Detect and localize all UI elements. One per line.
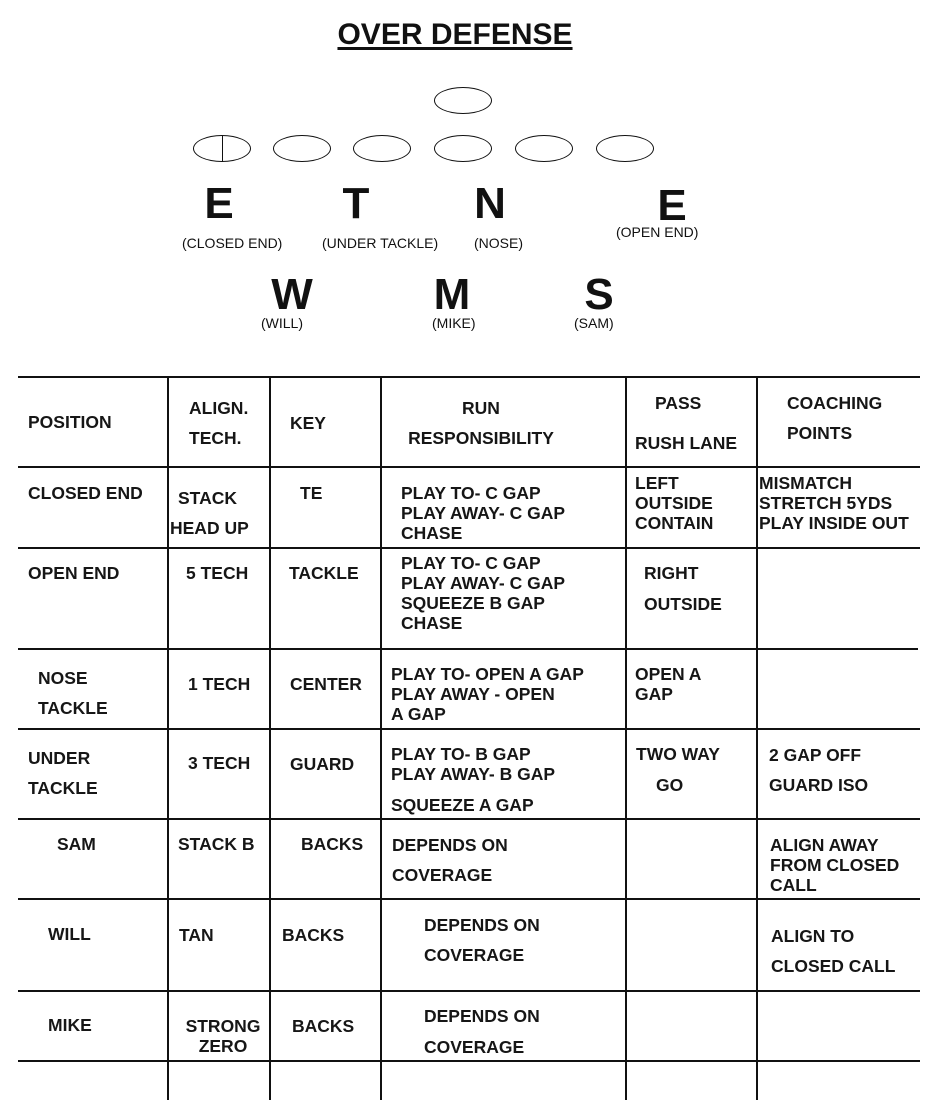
row-divider: [18, 728, 920, 730]
offense-player-icon: [596, 135, 654, 162]
center-lineman-icon: [193, 135, 251, 162]
row-closed-end-align: STACK HEAD UP: [170, 488, 249, 538]
row-divider: [18, 466, 920, 468]
offense-player-icon: [434, 135, 492, 162]
row-closed-end-position: CLOSED END: [28, 483, 143, 503]
header-points: POINTS: [787, 423, 853, 443]
row-under-tackle-position: UNDER TACKLE: [28, 748, 98, 798]
header-pass: PASS: [655, 393, 702, 413]
row-mike-run-top: DEPENDS ON: [424, 1006, 540, 1026]
row-under-tackle-pass-top: TWO WAY: [636, 744, 720, 764]
row-closed-end-pass: LEFT OUTSIDE CONTAIN: [635, 473, 714, 533]
open-end-label: (OPEN END): [616, 224, 699, 240]
row-closed-end-run: PLAY TO- C GAP PLAY AWAY- C GAP CHASE: [401, 483, 566, 543]
row-divider: [18, 547, 920, 549]
mike-label: (MIKE): [432, 315, 476, 331]
row-nose-tackle-pass: OPEN A GAP: [635, 664, 702, 704]
column-divider: [269, 376, 271, 1100]
will-label: (WILL): [261, 315, 303, 331]
row-under-tackle-pass-bottom: GO: [656, 775, 684, 795]
row-closed-end-key: TE: [300, 483, 323, 503]
row-open-end-pass-top: RIGHT: [644, 563, 699, 583]
row-nose-tackle-run: PLAY TO- OPEN A GAP PLAY AWAY - OPEN A GAP: [391, 664, 584, 724]
row-mike-align: STRONG ZERO: [185, 1016, 261, 1056]
mike-letter: M: [433, 270, 471, 319]
page-title: OVER DEFENSE: [337, 18, 573, 51]
header-key: KEY: [290, 413, 326, 433]
row-mike-run-bottom: COVERAGE: [424, 1037, 525, 1057]
row-divider: [18, 648, 918, 650]
row-sam-key: BACKS: [301, 834, 364, 854]
row-will-align: TAN: [179, 925, 214, 945]
row-will-key: BACKS: [282, 925, 345, 945]
row-will-coaching-top: ALIGN TO: [771, 926, 855, 946]
closed-end-label: (CLOSED END): [182, 235, 283, 251]
under-tackle-letter: T: [342, 179, 370, 228]
row-closed-end-coaching: MISMATCH STRETCH 5YDS PLAY INSIDE OUT: [759, 473, 909, 533]
row-nose-tackle-position: NOSE TACKLE: [38, 668, 108, 718]
column-divider: [380, 376, 382, 1100]
sam-letter: S: [584, 270, 614, 319]
header-align-tech: ALIGN. TECH.: [189, 398, 249, 448]
closed-end-letter: E: [204, 179, 234, 228]
row-under-tackle-run-bottom: SQUEEZE A GAP: [391, 795, 534, 815]
row-sam-align: STACK B: [178, 834, 255, 854]
row-nose-tackle-align: 1 TECH: [188, 674, 251, 694]
open-end-letter: E: [657, 181, 687, 230]
row-open-end-align: 5 TECH: [186, 563, 249, 583]
offense-player-icon: [353, 135, 411, 162]
row-divider: [18, 818, 920, 820]
row-divider: [18, 898, 920, 900]
row-will-run-bottom: COVERAGE: [424, 945, 525, 965]
offense-player-icon: [273, 135, 331, 162]
header-rush-lane: RUSH LANE: [635, 433, 738, 453]
header-coaching: COACHING: [787, 393, 883, 413]
offense-player-icon: [515, 135, 573, 162]
header-position: POSITION: [28, 412, 112, 432]
row-mike-key: BACKS: [292, 1016, 355, 1036]
row-open-end-key: TACKLE: [289, 563, 359, 583]
column-divider: [756, 376, 758, 1100]
row-sam-run-bottom: COVERAGE: [392, 865, 493, 885]
row-divider: [18, 1060, 920, 1062]
column-divider: [625, 376, 627, 1100]
column-divider: [167, 376, 169, 1100]
under-tackle-label: (UNDER TACKLE): [322, 235, 439, 251]
row-under-tackle-key: GUARD: [290, 754, 355, 774]
nose-letter: N: [474, 179, 506, 228]
row-open-end-pass-bottom: OUTSIDE: [644, 594, 722, 614]
row-open-end-run: PLAY TO- C GAP PLAY AWAY- C GAP SQUEEZE B GAP CHASE: [401, 553, 566, 633]
row-sam-position: SAM: [57, 834, 96, 854]
row-under-tackle-align: 3 TECH: [188, 753, 251, 773]
header-run-responsibility: RUN RESPONSIBILITY: [408, 398, 554, 448]
row-mike-position: MIKE: [48, 1015, 92, 1035]
sam-label: (SAM): [574, 315, 614, 331]
will-letter: W: [271, 270, 313, 319]
row-open-end-position: OPEN END: [28, 563, 120, 583]
row-will-coaching-bottom: CLOSED CALL: [771, 956, 896, 976]
row-will-position: WILL: [48, 924, 91, 944]
offense-player-icon: [434, 87, 492, 114]
table-border-top: [18, 376, 920, 378]
row-sam-run-top: DEPENDS ON: [392, 835, 508, 855]
row-divider: [18, 990, 920, 992]
row-under-tackle-coaching-top: 2 GAP OFF: [769, 745, 862, 765]
row-will-run-top: DEPENDS ON: [424, 915, 540, 935]
row-under-tackle-coaching-bottom: GUARD ISO: [769, 775, 869, 795]
nose-label: (NOSE): [474, 235, 523, 251]
row-nose-tackle-key: CENTER: [290, 674, 362, 694]
row-sam-coaching: ALIGN AWAY FROM CLOSED CALL: [770, 835, 900, 895]
row-under-tackle-run-top: PLAY TO- B GAP PLAY AWAY- B GAP: [391, 744, 556, 784]
